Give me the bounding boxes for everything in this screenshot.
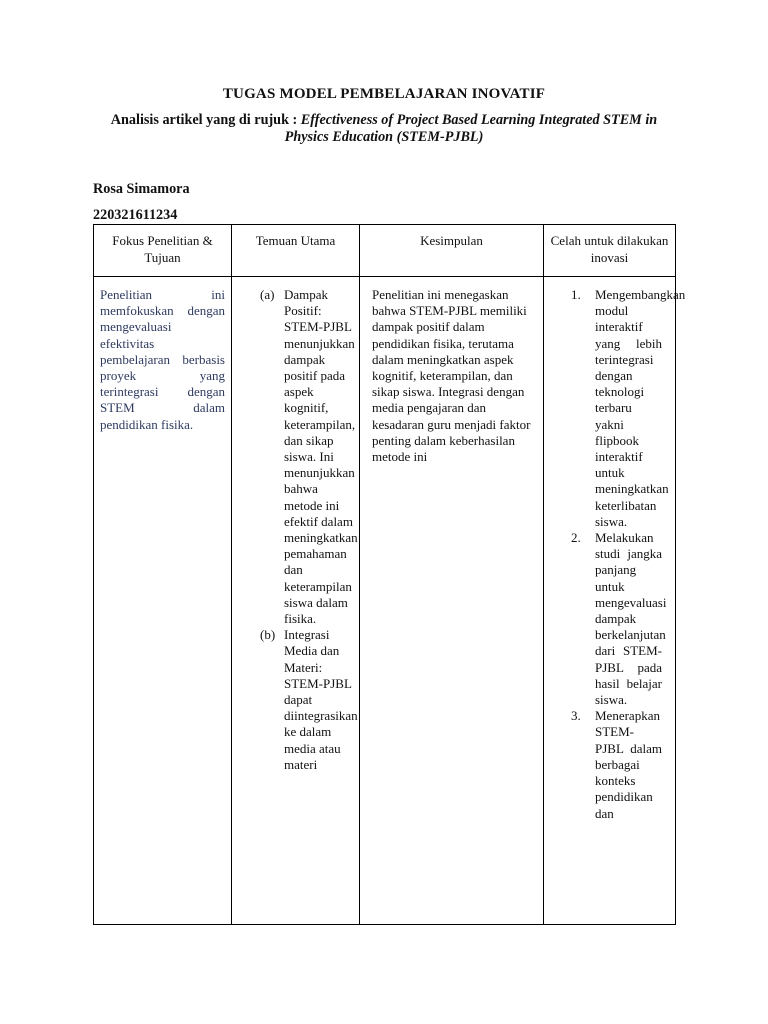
list-item [232, 627, 358, 773]
gaps-list [544, 277, 686, 822]
article-title: Effectiveness of Project Based Learning Integrated STEM in Physics Education (STEM-PJBL) [284, 112, 658, 145]
header-gaps: Celah untuk dilakukan inovasi [544, 225, 676, 277]
author-name: Rosa Simamora [93, 181, 190, 197]
list-item [544, 530, 667, 708]
header-focus: Fokus Penelitian & Tujuan [94, 225, 232, 277]
list-item [544, 287, 686, 530]
list-item-text: Melakukan studi jangka panjang untuk mengevaluasi dampak berkelanjutan dari STEM-PJBL pada hasil belajar siswa. [595, 530, 667, 708]
list-item-text: Mengembangkan modul interaktif yang lebih terintegrasi dengan teknologi terbaru yakni flipbook interaktif untuk meningkatkan keterlibatan siswa. [595, 287, 686, 529]
document-subtitle [100, 112, 668, 146]
conclusion-text: Penelitian ini menegaskan bahwa STEM-PJBL memiliki dampak positif dalam pendidikan fisika, terutama dalam meningkatkan aspek kognitif, keterampilan, dan sikap siswa. Integrasi dengan media pengajaran dan kesadaran guru menjadi faktor penting dalam keberhasilan metode ini [372, 287, 531, 465]
findings-cell [232, 277, 360, 925]
list-marker: (b) [260, 627, 276, 643]
list-item-text: Integrasi Media dan Materi: STEM-PJBL dapat diintegrasikan ke dalam media atau materi [284, 627, 358, 772]
list-marker: 2. [571, 530, 581, 546]
list-item [544, 708, 662, 821]
table-header-row [94, 225, 676, 277]
findings-list [232, 277, 359, 773]
list-item-text: Dampak Positif: STEM-PJBL menunjukkan dampak positif pada aspek kognitif, keterampilan, dan sikap siswa. Ini menunjukkan bahwa metode ini efektif dalam meningkatkan pemahaman dan keterampilan siswa dalam fisika. [284, 287, 358, 627]
focus-text: Penelitian ini memfokuskan dengan mengevaluasi efektivitas pembelajaran berbasis proyek yang terintegrasi dengan STEM dalam pendidikan fisika. [100, 287, 225, 432]
table-row [94, 277, 676, 925]
focus-cell [94, 277, 232, 925]
header-findings: Temuan Utama [232, 225, 360, 277]
list-marker: 1. [571, 287, 581, 302]
list-item [232, 287, 358, 627]
list-item-text: Menerapkan STEM-PJBL dalam berbagai konteks pendidikan dan [595, 708, 662, 821]
list-marker: 3. [571, 708, 581, 724]
analysis-table [93, 224, 686, 925]
document-title: TUGAS MODEL PEMBELAJARAN INOVATIF [222, 86, 546, 102]
gaps-cell [544, 277, 686, 925]
subtitle-prefix: Analisis artikel yang di rujuk : [110, 112, 301, 128]
conclusion-cell [360, 277, 544, 925]
student-id: 220321611234 [93, 207, 178, 223]
header-conclusion: Kesimpulan [360, 225, 544, 277]
list-marker: (a) [260, 287, 275, 302]
